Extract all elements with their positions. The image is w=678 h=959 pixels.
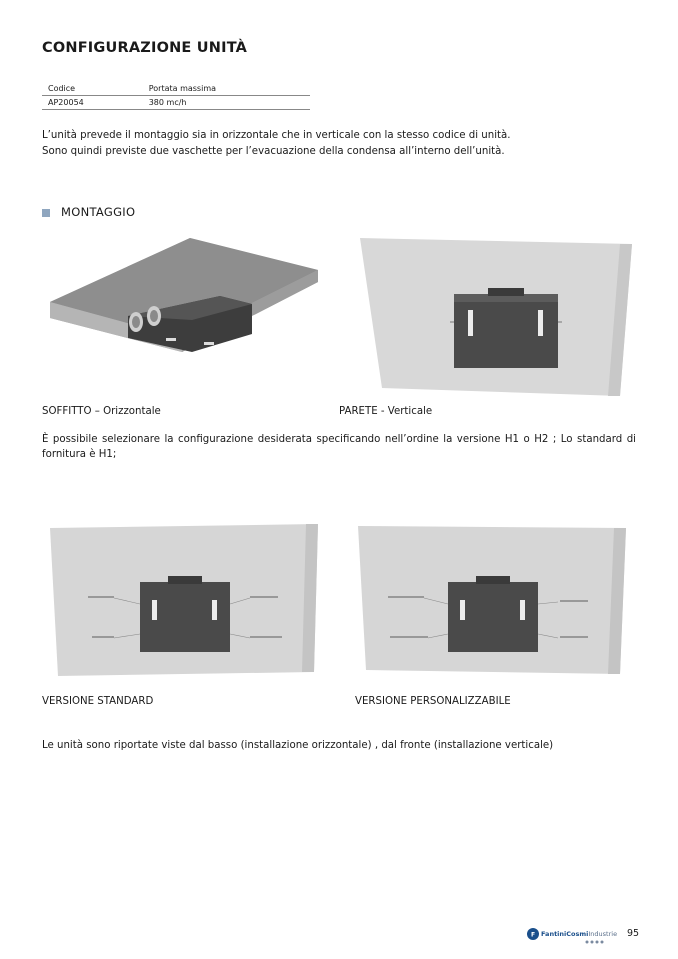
svg-text:F: F <box>530 931 536 939</box>
spec-table <box>42 82 310 110</box>
custom-version-image <box>354 522 634 678</box>
brand-logo <box>526 926 618 946</box>
standard-version-image <box>44 522 324 678</box>
caption-custom: VERSIONE PERSONALIZZABILE <box>355 696 511 707</box>
cell-flow: 380 mc/h <box>143 96 310 110</box>
section-bullet-icon <box>42 209 50 217</box>
installation-note: Le unità sono riportate viste dal basso (installazione orizzontale) , dal fronte (installazione verticale) <box>42 740 554 751</box>
caption-ceiling: SOFFITTO – Orizzontale <box>42 406 161 417</box>
header-flow: Portata massima <box>143 82 310 96</box>
wall-mount-image <box>356 236 636 396</box>
caption-wall: PARETE - Verticale <box>339 406 433 417</box>
spec-table-header <box>42 82 310 96</box>
page-number: 95 <box>627 928 640 939</box>
page-title: CONFIGURAZIONE UNITÀ <box>42 40 248 56</box>
intro-line-2: Sono quindi previste due vaschette per l’evacuazione della condensa all’interno dell’unità. <box>42 146 505 157</box>
intro-paragraph <box>42 128 642 160</box>
header-code: Codice <box>42 82 143 96</box>
caption-standard: VERSIONE STANDARD <box>42 696 154 707</box>
table-row <box>42 96 310 110</box>
svg-text:FantiniCosmiIndustrie: FantiniCosmiIndustrie <box>541 930 618 938</box>
intro-line-1: L’unità prevede il montaggio sia in orizzontale che in verticale con la stesso codice di unità. <box>42 130 511 141</box>
ceiling-mount-image <box>42 234 322 384</box>
configuration-paragraph: È possibile selezionare la configurazione desiderata specificando nell’ordine la versione H1 o H2 ; Lo standard di fornitura è H1; <box>42 434 636 460</box>
cell-code: AP20054 <box>42 96 143 110</box>
section-title: MONTAGGIO <box>61 205 136 219</box>
